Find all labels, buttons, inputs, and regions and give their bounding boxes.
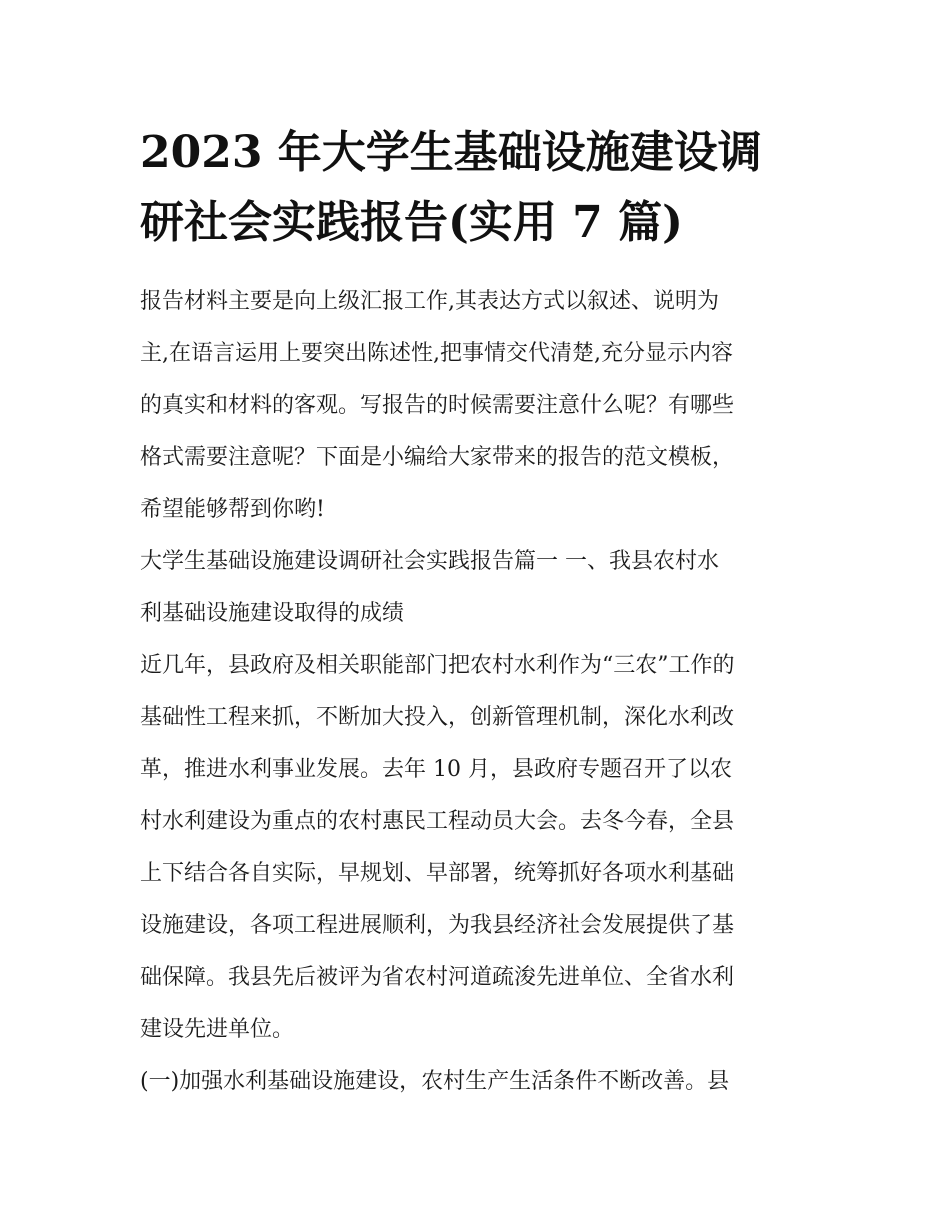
- intro-paragraph: [140, 276, 812, 536]
- text-line: 上下结合各自实际，早规划、早部署，统筹抓好各项水利基础: [140, 861, 735, 886]
- text-line: 村水利建设为重点的农村惠民工程动员大会。去冬今春，全县: [140, 809, 735, 834]
- title-line: 2023 年大学生基础设施建设调: [140, 127, 762, 178]
- text-line: 革，推进水利事业发展。去年 10 月，县政府专题召开了以农: [140, 757, 732, 782]
- subsection-paragraph: [140, 1056, 812, 1108]
- text-line: 的真实和材料的客观。写报告的时候需要注意什么呢？有哪些: [140, 393, 735, 418]
- text-line: 础保障。我县先后被评为省农村河道疏浚先进单位、全省水利: [140, 965, 735, 990]
- text-line: 近几年，县政府及相关职能部门把农村水利作为“三农”工作的: [140, 653, 735, 678]
- text-line: 基础性工程来抓，不断加大投入，创新管理机制，深化水利改: [140, 705, 735, 730]
- text-line: 希望能够帮到你哟!: [140, 497, 325, 522]
- text-line: 主,在语言运用上要突出陈述性,把事情交代清楚,充分显示内容: [140, 341, 733, 366]
- document-title: [140, 118, 812, 258]
- text-line: 设施建设，各项工程进展顺利，为我县经济社会发展提供了基: [140, 913, 735, 938]
- text-line: 建设先进单位。: [140, 1017, 295, 1042]
- text-line: 利基础设施建设取得的成绩: [140, 601, 405, 626]
- section-heading-paragraph: [140, 536, 812, 640]
- text-line: (一)加强水利基础设施建设，农村生产生活条件不断改善。县: [140, 1069, 730, 1094]
- text-line: 报告材料主要是向上级汇报工作,其表达方式以叙述、说明为: [140, 289, 719, 314]
- text-line: 格式需要注意呢？下面是小编给大家带来的报告的范文模板，: [140, 445, 735, 470]
- title-line: 研社会实践报告(实用 7 篇): [140, 197, 683, 248]
- body-paragraph: [140, 640, 812, 1056]
- text-line: 大学生基础设施建设调研社会实践报告篇一 一、我县农村水: [140, 549, 719, 574]
- document-body: [140, 118, 812, 1108]
